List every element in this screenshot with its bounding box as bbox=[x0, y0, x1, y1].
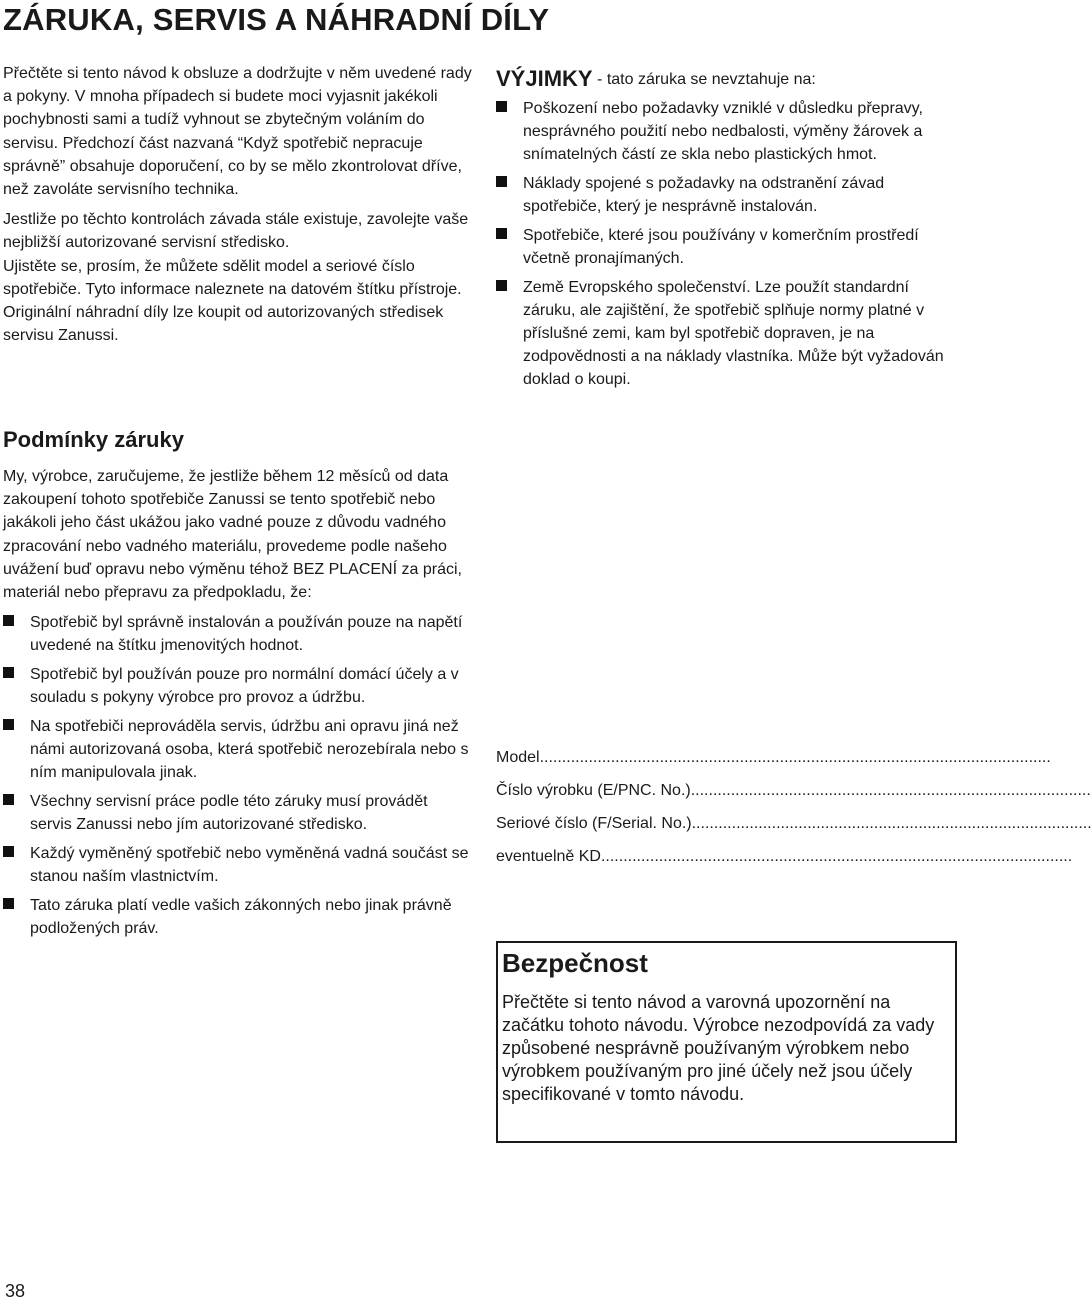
list-item-text: Země Evropského společenství. Lze použít standardní záruku, ale zajištění, že spotřebič splňuje normy platné v příslušné zemi, kam byl spotřebič dopraven, je na zodpovědnosti a na náklady vlastníka. Může být vyžadován doklad o koupi. bbox=[523, 279, 944, 388]
bullet-square-icon bbox=[496, 101, 507, 112]
model-field[interactable] bbox=[496, 747, 1051, 780]
page-title: ZÁRUKA, SERVIS A NÁHRADNÍ DÍLY bbox=[3, 2, 550, 37]
serial-number-field[interactable] bbox=[496, 813, 1092, 846]
field-fill-line: .......................................................................................................... bbox=[600, 848, 1073, 865]
exceptions-heading bbox=[496, 66, 958, 93]
list-item-text: Spotřebič byl správně instalován a používán pouze na napětí uvedené na štítku jmenovitých hodnot. bbox=[30, 614, 463, 655]
intro-paragraph: Ujistěte se, prosím, že můžete sdělit model a seriové číslo spotřebiče. Tyto informace naleznete na datovém štítku přístroje. bbox=[3, 257, 462, 298]
bullet-square-icon bbox=[3, 846, 14, 857]
bullet-square-icon bbox=[496, 280, 507, 291]
list-item-text: Všechny servisní práce podle této záruky musí provádět servis Zanussi nebo jím autorizované středisko. bbox=[30, 793, 428, 834]
kd-field[interactable] bbox=[496, 846, 1073, 879]
field-label: Číslo výrobku (E/PNC. No.) bbox=[496, 782, 691, 799]
product-number-field[interactable] bbox=[496, 780, 1091, 813]
intro-paragraph: Originální náhradní díly lze koupit od autorizovaných středisek servisu Zanussi. bbox=[3, 304, 444, 345]
product-info-fields bbox=[496, 747, 1092, 879]
list-item bbox=[3, 894, 469, 940]
field-label: Model bbox=[496, 749, 540, 766]
intro-paragraph: Přečtěte si tento návod k obsluze a dodržujte v něm uvedené rady a pokyny. V mnoha případech si budete moci vyjasnit jakékoli pochybnosti sami a tudíž vyhnout se zbytečným voláním do servisu. Předchozí část nazvaná “Když spotřebič nepracuje správně” obsahuje doporučení, co by se mělo zkontrolovat dříve, než zavoláte servisního technika. bbox=[3, 65, 472, 199]
list-item bbox=[496, 276, 958, 391]
list-item-text: Poškození nebo požadavky vzniklé v důsledku přepravy, nesprávného použití nebo nedbalosti, výměny žárovek a snímatelných částí ze skla nebo plastických hmot. bbox=[523, 100, 923, 163]
field-fill-line: .......................................................................................... bbox=[691, 815, 1092, 832]
list-item bbox=[3, 842, 469, 888]
safety-box bbox=[496, 941, 957, 1143]
bullet-square-icon bbox=[3, 667, 14, 678]
list-item-text: Na spotřebiči neprováděla servis, údržbu ani opravu jiná než námi autorizovaná osoba, která spotřebič nerozebírala nebo s ním manipulovala jinak. bbox=[30, 718, 469, 782]
safety-heading: Bezpečnost bbox=[502, 948, 648, 978]
intro-section bbox=[3, 62, 473, 347]
list-item bbox=[496, 224, 958, 270]
bullet-square-icon bbox=[3, 719, 14, 730]
bullet-square-icon bbox=[496, 228, 507, 239]
conditions-heading: Podmínky záruky bbox=[3, 427, 184, 452]
conditions-section bbox=[3, 465, 469, 946]
conditions-intro: My, výrobce, zaručujeme, že jestliže během 12 měsíců od data zakoupení tohoto spotřebiče Zanussi se tento spotřebič nebo jakákoli jeho část ukážou jako vadné pouze z důvodu vadného zpracování nebo vadného materiálu, provedeme podle našeho uvážení buď opravu nebo výměnu téhož BEZ PLACENÍ za práci, materiál nebo přepravu za předpokladu, že: bbox=[3, 468, 462, 602]
list-item-text: Spotřebiče, které jsou používány v komerčním prostředí včetně pronajímaných. bbox=[523, 227, 919, 267]
exceptions-heading-strong: VÝJIMKY bbox=[496, 66, 593, 91]
bullet-square-icon bbox=[496, 176, 507, 187]
conditions-list bbox=[3, 611, 469, 940]
intro-paragraph: Jestliže po těchto kontrolách závada stále existuje, zavolejte vaše nejbližší autorizované servisní středisko. bbox=[3, 211, 469, 252]
exceptions-section bbox=[496, 66, 958, 397]
field-label: eventuelně KD bbox=[496, 848, 601, 865]
list-item bbox=[3, 790, 469, 836]
list-item bbox=[3, 611, 469, 657]
field-fill-line: .......................................................................................... bbox=[690, 782, 1091, 799]
bullet-square-icon bbox=[3, 615, 14, 626]
list-item-text: Spotřebič byl používán pouze pro normální domácí účely a v souladu s pokyny výrobce pro provoz a údržbu. bbox=[30, 666, 459, 707]
exceptions-list bbox=[496, 97, 958, 391]
field-fill-line: ................................................................................................................... bbox=[539, 749, 1051, 766]
page-number: 38 bbox=[5, 1281, 26, 1301]
list-item-text: Tato záruka platí vedle vašich zákonných nebo jinak právně podložených práv. bbox=[30, 897, 452, 938]
bullet-square-icon bbox=[3, 898, 14, 909]
list-item bbox=[3, 715, 469, 784]
exceptions-heading-rest: - tato záruka se nevztahuje na: bbox=[592, 71, 816, 88]
list-item-text: Každý vyměněný spotřebič nebo vyměněná vadná součást se stanou naším vlastnictvím. bbox=[30, 845, 469, 886]
field-label: Seriové číslo (F/Serial. No.) bbox=[496, 815, 692, 832]
list-item bbox=[3, 663, 469, 709]
list-item bbox=[496, 172, 958, 218]
safety-text: Přečtěte si tento návod a varovná upozornění na začátku tohoto návodu. Výrobce nezodpovídá za vady způsobené nesprávně používaným výrobkem nebo výrobkem používaným pro jiné účely než jsou účely specifikované v tomto návodu. bbox=[502, 992, 935, 1104]
bullet-square-icon bbox=[3, 794, 14, 805]
list-item-text: Náklady spojené s požadavky na odstranění závad spotřebiče, který je nesprávně instalován. bbox=[523, 175, 885, 215]
list-item bbox=[496, 97, 958, 166]
